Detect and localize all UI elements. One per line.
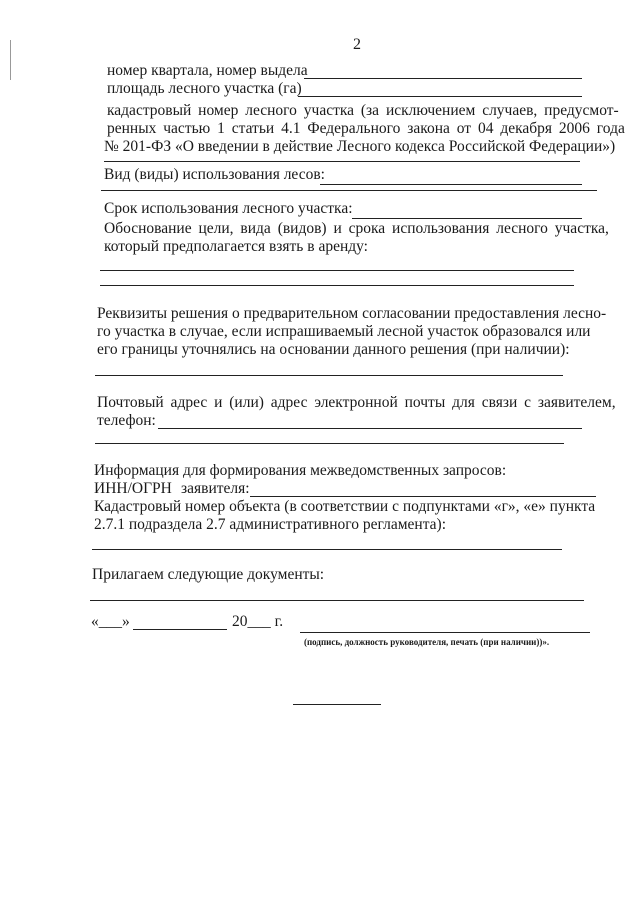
contact-label-2: телефон:	[97, 412, 156, 429]
date-year[interactable]: 20___ г.	[232, 613, 284, 630]
margin-mark	[10, 40, 11, 80]
term-field[interactable]	[352, 218, 582, 219]
contact-field-2[interactable]	[95, 443, 564, 444]
justification-field-2[interactable]	[100, 285, 574, 286]
use-type-field-2[interactable]	[101, 190, 597, 191]
term-label: Срок использования лесного участка:	[104, 200, 353, 217]
attach-label: Прилагаем следующие документы:	[92, 566, 325, 583]
contact-label-1: Почтовый адрес и (или) адрес электронной почты для связи с заявителем,	[97, 394, 616, 411]
inn-applicant-label: заявителя:	[181, 480, 250, 497]
object-label-1: Кадастровый номер объекта (в соответствии с подпунктами «г», «е» пункта	[94, 498, 596, 515]
justification-field-1[interactable]	[100, 270, 574, 271]
signature-caption: (подпись, должность руководителя, печать (при наличии))».	[304, 637, 550, 647]
use-type-field-1[interactable]	[320, 184, 582, 185]
page-number: 2	[353, 36, 361, 53]
end-rule	[293, 704, 381, 705]
decision-field[interactable]	[95, 375, 563, 376]
cadastral-label-3: № 201-ФЗ «О введении в действие Лесного кодекса Российской Федерации»)	[104, 138, 616, 155]
inn-label: ИНН/ОГРН	[94, 480, 172, 497]
date-day[interactable]: «___»	[91, 613, 130, 630]
decision-label-2: го участка в случае, если испрашиваемый лесной участок образовался или	[97, 323, 591, 340]
decision-label-1: Реквизиты решения о предварительном согласовании предоставления лесно-	[97, 305, 607, 322]
use-type-label: Вид (виды) использования лесов:	[104, 166, 325, 183]
justification-label-2: который предполагается взять в аренду:	[104, 238, 368, 255]
cadastral-label-1: кадастровый номер лесного участка (за исключением случаев, предусмот-	[107, 102, 619, 119]
quarter-label: номер квартала, номер выдела	[107, 62, 308, 79]
justification-label-1: Обоснование цели, вида (видов) и срока использования лесного участка,	[104, 220, 609, 237]
cadastral-label-2: ренных частью 1 статьи 4.1 Федерального закона от 04 декабря 2006 года	[107, 120, 625, 137]
area-label: площадь лесного участка (га)	[107, 80, 302, 97]
decision-label-3: его границы уточнялись на основании данного решения (при наличии):	[97, 341, 570, 358]
info-heading: Информация для формирования межведомственных запросов:	[94, 462, 507, 479]
object-field[interactable]	[92, 549, 562, 550]
quarter-field[interactable]	[304, 78, 582, 79]
date-month-field[interactable]	[133, 629, 227, 630]
attach-field[interactable]	[90, 600, 584, 601]
signature-field[interactable]	[300, 632, 590, 633]
contact-field-1[interactable]	[158, 428, 582, 429]
inn-field[interactable]	[250, 496, 596, 497]
cadastral-field[interactable]	[104, 161, 580, 162]
area-field[interactable]	[298, 96, 582, 97]
object-label-2: 2.7.1 подраздела 2.7 административного регламента):	[94, 516, 447, 533]
